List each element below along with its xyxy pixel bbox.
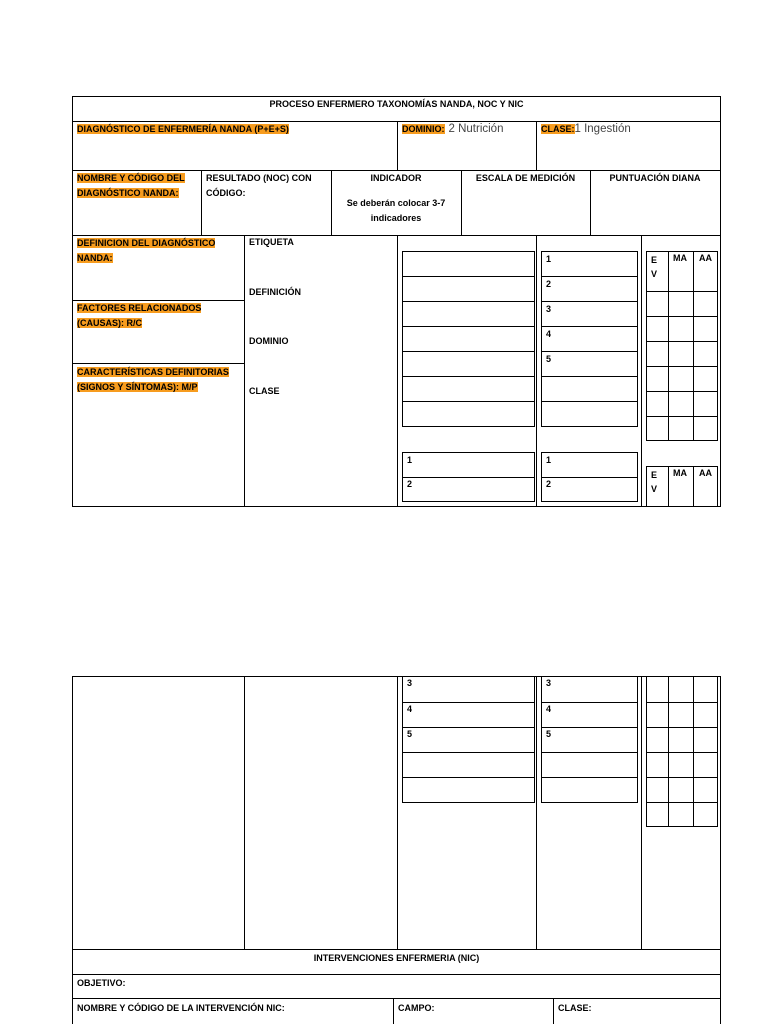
clase-label: CLASE: xyxy=(541,124,575,134)
campo-label: CAMPO: xyxy=(398,1003,435,1013)
definicion-diagnostico-label-1: DEFINICION DEL DIAGNÓSTICO xyxy=(77,238,216,248)
score-header-e: E xyxy=(651,470,658,480)
score-header-aa: AA xyxy=(699,253,712,263)
definicion-diagnostico-label-2: NANDA: xyxy=(77,253,113,263)
escala-num: 2 xyxy=(546,479,552,489)
factores-label-2: (CAUSAS): R/C xyxy=(77,318,142,328)
resultado-noc-label-1: RESULTADO (NOC) CON xyxy=(206,173,312,183)
indicador-num: 2 xyxy=(407,479,413,489)
escala-num: 5 xyxy=(546,354,552,364)
intervenciones-label: INTERVENCIONES ENFERMERIA (NIC) xyxy=(313,953,480,963)
clase-field-label: CLASE xyxy=(249,386,280,396)
indicador-note-1: Se deberán colocar 3-7 xyxy=(346,198,446,208)
puntuacion-label: PUNTUACIÓN DIANA xyxy=(609,173,701,183)
score-header-v: V xyxy=(651,484,658,494)
escala-num: 1 xyxy=(546,254,552,264)
indicador-note-2: indicadores xyxy=(370,213,422,223)
escala-num: 3 xyxy=(546,304,552,314)
factores-label-1: FACTORES RELACIONADOS xyxy=(77,303,202,313)
form-title: PROCESO ENFERMERO TAXONOMÍAS NANDA, NOC Y NIC xyxy=(269,99,524,109)
escala-num: 3 xyxy=(546,678,552,688)
nombre-intervencion-label: NOMBRE Y CÓDIGO DE LA INTERVENCIÓN NIC: xyxy=(77,1003,285,1013)
indicador-num: 3 xyxy=(407,678,413,688)
resultado-noc-label-2: CÓDIGO: xyxy=(206,188,246,198)
caracteristicas-label-1: CARACTERÍSTICAS DEFINITORIAS xyxy=(77,367,229,377)
clase-value: 1 Ingestión xyxy=(574,123,631,135)
definicion-label: DEFINICIÓN xyxy=(249,287,302,297)
score-header-ma: MA xyxy=(673,253,687,263)
score-header-ma: MA xyxy=(673,468,687,478)
escala-num: 4 xyxy=(546,329,552,339)
dominio-value: 2 Nutrición xyxy=(448,123,504,135)
score-header-v: V xyxy=(651,269,658,279)
diagnostico-label: DIAGNÓSTICO DE ENFERMERÍA NANDA (P+E+S) xyxy=(77,124,289,134)
caracteristicas-label-2: (SIGNOS Y SÍNTOMAS): M/P xyxy=(77,382,198,392)
nombre-codigo-label-2: DIAGNÓSTICO NANDA: xyxy=(77,188,179,198)
indicador-grid-2 xyxy=(402,676,535,803)
indicador-label: INDICADOR xyxy=(370,173,422,183)
objetivo-label: OBJETIVO: xyxy=(77,978,126,988)
indicador-num: 5 xyxy=(407,729,413,739)
escala-grid-2 xyxy=(541,676,638,803)
escala-num: 2 xyxy=(546,279,552,289)
score-header-e: E xyxy=(651,255,658,265)
escala-num: 1 xyxy=(546,455,552,465)
dominio-field-label: DOMINIO xyxy=(249,336,289,346)
escala-num: 5 xyxy=(546,729,552,739)
escala-num: 4 xyxy=(546,704,552,714)
score-header-aa: AA xyxy=(699,468,712,478)
clase-nic-label: CLASE: xyxy=(558,1003,592,1013)
etiqueta-label: ETIQUETA xyxy=(249,237,294,247)
indicador-num: 4 xyxy=(407,704,413,714)
nombre-codigo-label-1: NOMBRE Y CÓDIGO DEL xyxy=(77,173,185,183)
escala-label: ESCALA DE MEDICIÓN xyxy=(475,173,576,183)
indicador-num: 1 xyxy=(407,455,413,465)
dominio-label: DOMINIO: xyxy=(402,124,445,134)
